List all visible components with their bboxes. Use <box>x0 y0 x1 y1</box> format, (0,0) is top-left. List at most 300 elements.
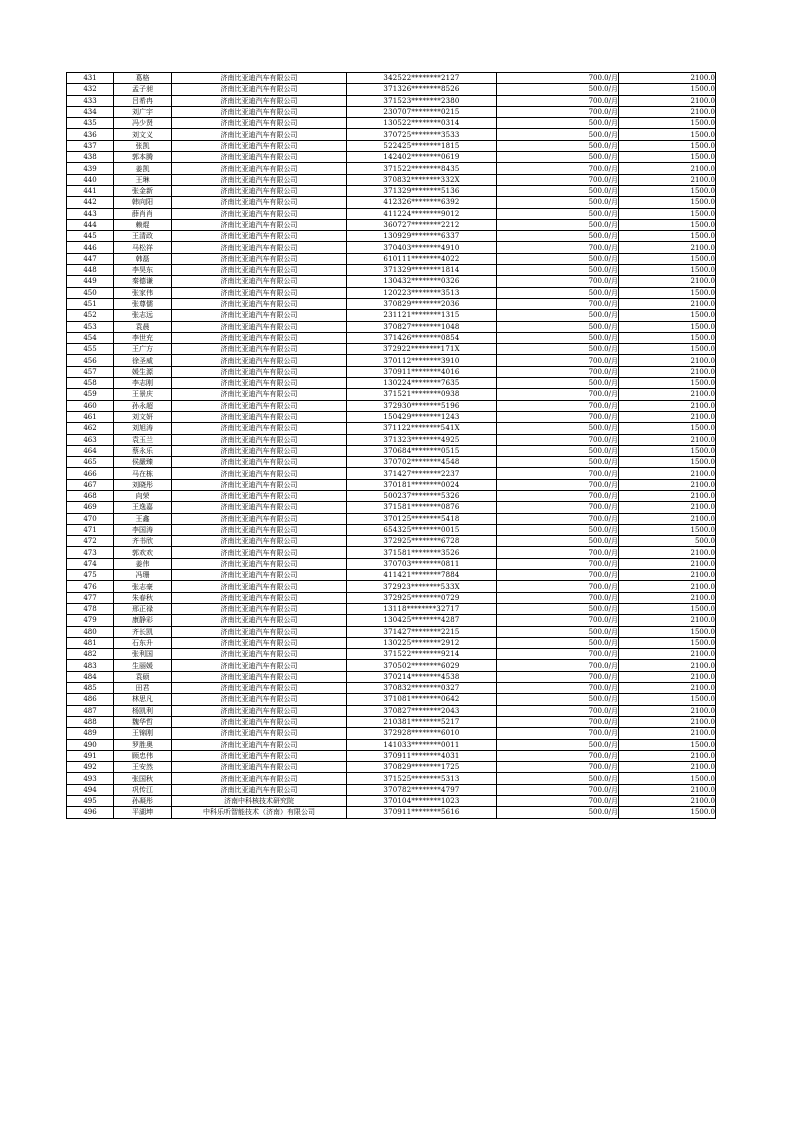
row-number-cell: 492 <box>67 762 114 773</box>
id-number-cell: 370502********6029 <box>347 660 497 671</box>
company-name-cell: 济南比亚迪汽车有限公司 <box>172 400 347 411</box>
subsidy-standard-cell: 700.0/月 <box>497 95 619 106</box>
subsidy-amount-cell: 2100.0 <box>619 400 716 411</box>
row-number-cell: 466 <box>67 468 114 479</box>
subsidy-amount-cell: 1500.0 <box>619 739 716 750</box>
table-row <box>67 784 716 795</box>
person-name-cell: 张家伟 <box>114 287 172 298</box>
row-number-cell: 495 <box>67 796 114 807</box>
row-number-cell: 479 <box>67 615 114 626</box>
subsidy-amount-cell: 2100.0 <box>619 581 716 592</box>
table-row <box>67 728 716 739</box>
table-row <box>67 152 716 163</box>
table-row <box>67 603 716 614</box>
table-row <box>67 332 716 343</box>
id-number-cell: 130224********7635 <box>347 378 497 389</box>
company-name-cell: 济南比亚迪汽车有限公司 <box>172 694 347 705</box>
id-number-cell: 610111********4022 <box>347 253 497 264</box>
id-number-cell: 370782********4797 <box>347 784 497 795</box>
subsidy-amount-cell: 2100.0 <box>619 660 716 671</box>
person-name-cell: 袁硕 <box>114 671 172 682</box>
table-row <box>67 219 716 230</box>
table-row <box>67 411 716 422</box>
id-number-cell: 370104********1023 <box>347 796 497 807</box>
id-number-cell: 230707********0215 <box>347 106 497 117</box>
person-name-cell: 冯珊 <box>114 570 172 581</box>
company-name-cell: 济南比亚迪汽车有限公司 <box>172 389 347 400</box>
row-number-cell: 494 <box>67 784 114 795</box>
subsidy-amount-cell: 2100.0 <box>619 513 716 524</box>
company-name-cell: 济南比亚迪汽车有限公司 <box>172 434 347 445</box>
company-name-cell: 济南比亚迪汽车有限公司 <box>172 140 347 151</box>
row-number-cell: 491 <box>67 750 114 761</box>
id-number-cell: 370827********2043 <box>347 705 497 716</box>
table-row <box>67 73 716 84</box>
subsidy-standard-cell: 700.0/月 <box>497 73 619 84</box>
person-name-cell: 袁玉兰 <box>114 434 172 445</box>
subsidy-amount-cell: 1500.0 <box>619 807 716 818</box>
company-name-cell: 济南比亚迪汽车有限公司 <box>172 649 347 660</box>
company-name-cell: 济南比亚迪汽车有限公司 <box>172 197 347 208</box>
id-number-cell: 370214********4538 <box>347 671 497 682</box>
row-number-cell: 472 <box>67 536 114 547</box>
subsidy-amount-cell: 2100.0 <box>619 434 716 445</box>
table-row <box>67 242 716 253</box>
table-row <box>67 253 716 264</box>
company-name-cell: 济南比亚迪汽车有限公司 <box>172 592 347 603</box>
row-number-cell: 493 <box>67 773 114 784</box>
subsidy-amount-cell: 1500.0 <box>619 445 716 456</box>
subsidy-standard-cell: 500.0/月 <box>497 129 619 140</box>
subsidy-amount-cell: 1500.0 <box>619 423 716 434</box>
id-number-cell: 500237********5326 <box>347 490 497 501</box>
row-number-cell: 480 <box>67 626 114 637</box>
row-number-cell: 477 <box>67 592 114 603</box>
id-number-cell: 370181********0024 <box>347 479 497 490</box>
subsidy-standard-cell: 500.0/月 <box>497 344 619 355</box>
id-number-cell: 371329********5136 <box>347 185 497 196</box>
company-name-cell: 济南比亚迪汽车有限公司 <box>172 231 347 242</box>
row-number-cell: 487 <box>67 705 114 716</box>
company-name-cell: 济南比亚迪汽车有限公司 <box>172 287 347 298</box>
row-number-cell: 447 <box>67 253 114 264</box>
row-number-cell: 474 <box>67 558 114 569</box>
subsidy-standard-cell: 500.0/月 <box>497 84 619 95</box>
id-number-cell: 371521********0938 <box>347 389 497 400</box>
person-name-cell: 赖焜 <box>114 219 172 230</box>
company-name-cell: 济南比亚迪汽车有限公司 <box>172 73 347 84</box>
subsidy-standard-cell: 500.0/月 <box>497 310 619 321</box>
subsidy-standard-cell: 700.0/月 <box>497 479 619 490</box>
row-number-cell: 470 <box>67 513 114 524</box>
person-name-cell: 向荣 <box>114 490 172 501</box>
id-number-cell: 370827********1048 <box>347 321 497 332</box>
id-number-cell: 231121********1315 <box>347 310 497 321</box>
table-row <box>67 524 716 535</box>
row-number-cell: 465 <box>67 457 114 468</box>
subsidy-amount-cell: 1500.0 <box>619 310 716 321</box>
person-name-cell: 侯嚴臻 <box>114 457 172 468</box>
subsidy-amount-cell: 2100.0 <box>619 298 716 309</box>
person-name-cell: 张凯 <box>114 140 172 151</box>
subsidy-standard-cell: 700.0/月 <box>497 468 619 479</box>
table-row <box>67 615 716 626</box>
subsidy-amount-cell: 1500.0 <box>619 84 716 95</box>
id-number-cell: 120223********3513 <box>347 287 497 298</box>
id-number-cell: 371329********1814 <box>347 265 497 276</box>
subsidy-standard-cell: 700.0/月 <box>497 490 619 501</box>
person-name-cell: 罗胜奥 <box>114 739 172 750</box>
person-name-cell: 郭本腾 <box>114 152 172 163</box>
person-name-cell: 刘文义 <box>114 129 172 140</box>
company-name-cell: 济南比亚迪汽车有限公司 <box>172 152 347 163</box>
company-name-cell: 济南比亚迪汽车有限公司 <box>172 626 347 637</box>
subsidy-standard-cell: 500.0/月 <box>497 140 619 151</box>
person-name-cell: 生丽媛 <box>114 660 172 671</box>
row-number-cell: 496 <box>67 807 114 818</box>
row-number-cell: 462 <box>67 423 114 434</box>
id-number-cell: 130225********2912 <box>347 637 497 648</box>
person-name-cell: 袁晨 <box>114 321 172 332</box>
id-number-cell: 371522********9214 <box>347 649 497 660</box>
id-number-cell: 371522********8435 <box>347 163 497 174</box>
table-row <box>67 400 716 411</box>
subsidy-amount-cell: 2100.0 <box>619 479 716 490</box>
person-name-cell: 张志远 <box>114 310 172 321</box>
row-number-cell: 468 <box>67 490 114 501</box>
company-name-cell: 济南比亚迪汽车有限公司 <box>172 558 347 569</box>
table-row <box>67 208 716 219</box>
person-name-cell: 张志豪 <box>114 581 172 592</box>
table-row <box>67 502 716 513</box>
company-name-cell: 济南比亚迪汽车有限公司 <box>172 479 347 490</box>
subsidy-standard-cell: 700.0/月 <box>497 784 619 795</box>
subsidy-standard-cell: 500.0/月 <box>497 118 619 129</box>
company-name-cell: 济南比亚迪汽车有限公司 <box>172 423 347 434</box>
row-number-cell: 446 <box>67 242 114 253</box>
company-name-cell: 济南比亚迪汽车有限公司 <box>172 502 347 513</box>
subsidy-amount-cell: 2100.0 <box>619 490 716 501</box>
subsidy-amount-cell: 1500.0 <box>619 219 716 230</box>
subsidy-standard-cell: 500.0/月 <box>497 603 619 614</box>
subsidy-standard-cell: 700.0/月 <box>497 762 619 773</box>
subsidy-standard-cell: 500.0/月 <box>497 637 619 648</box>
subsidy-standard-cell: 500.0/月 <box>497 152 619 163</box>
company-name-cell: 济南比亚迪汽车有限公司 <box>172 683 347 694</box>
person-name-cell: 王锦刚 <box>114 728 172 739</box>
row-number-cell: 443 <box>67 208 114 219</box>
subsidy-amount-cell: 2100.0 <box>619 750 716 761</box>
table-row <box>67 366 716 377</box>
person-name-cell: 张利国 <box>114 649 172 660</box>
table-row <box>67 457 716 468</box>
subsidy-amount-cell: 1500.0 <box>619 524 716 535</box>
subsidy-amount-cell: 1500.0 <box>619 321 716 332</box>
person-name-cell: 张尊儒 <box>114 298 172 309</box>
subsidy-standard-cell: 500.0/月 <box>497 423 619 434</box>
subsidy-standard-cell: 700.0/月 <box>497 366 619 377</box>
table-row <box>67 310 716 321</box>
company-name-cell: 济南比亚迪汽车有限公司 <box>172 219 347 230</box>
row-number-cell: 439 <box>67 163 114 174</box>
table-row <box>67 344 716 355</box>
subsidy-standard-cell: 700.0/月 <box>497 400 619 411</box>
person-name-cell: 刘文妍 <box>114 411 172 422</box>
id-number-cell: 370911********4031 <box>347 750 497 761</box>
company-name-cell: 济南比亚迪汽车有限公司 <box>172 468 347 479</box>
table-row <box>67 570 716 581</box>
subsidy-amount-cell: 2100.0 <box>619 163 716 174</box>
id-number-cell: 371122********541X <box>347 423 497 434</box>
table-row <box>67 265 716 276</box>
id-number-cell: 370832********332X <box>347 174 497 185</box>
table-row <box>67 298 716 309</box>
subsidy-standard-cell: 700.0/月 <box>497 592 619 603</box>
person-name-cell: 马在栋 <box>114 468 172 479</box>
row-number-cell: 453 <box>67 321 114 332</box>
company-name-cell: 济南比亚迪汽车有限公司 <box>172 581 347 592</box>
row-number-cell: 454 <box>67 332 114 343</box>
subsidy-standard-cell: 500.0/月 <box>497 265 619 276</box>
company-name-cell: 济南比亚迪汽车有限公司 <box>172 208 347 219</box>
person-name-cell: 孙永超 <box>114 400 172 411</box>
person-name-cell: 朱春秋 <box>114 592 172 603</box>
id-number-cell: 371081********0642 <box>347 694 497 705</box>
person-name-cell: 杨凯利 <box>114 705 172 716</box>
row-number-cell: 464 <box>67 445 114 456</box>
table-row <box>67 140 716 151</box>
person-name-cell: 王逸嘉 <box>114 502 172 513</box>
id-number-cell: 370702********4548 <box>347 457 497 468</box>
row-number-cell: 482 <box>67 649 114 660</box>
id-number-cell: 371523********2380 <box>347 95 497 106</box>
company-name-cell: 济南比亚迪汽车有限公司 <box>172 129 347 140</box>
subsidy-amount-cell: 2100.0 <box>619 547 716 558</box>
row-number-cell: 463 <box>67 434 114 445</box>
person-name-cell: 李国涛 <box>114 524 172 535</box>
row-number-cell: 440 <box>67 174 114 185</box>
subsidy-standard-cell: 700.0/月 <box>497 660 619 671</box>
company-name-cell: 济南比亚迪汽车有限公司 <box>172 570 347 581</box>
company-name-cell: 济南比亚迪汽车有限公司 <box>172 84 347 95</box>
subsidy-standard-cell: 500.0/月 <box>497 321 619 332</box>
subsidy-standard-cell: 500.0/月 <box>497 219 619 230</box>
id-number-cell: 371525********5313 <box>347 773 497 784</box>
subsidy-amount-cell: 2100.0 <box>619 174 716 185</box>
subsidy-amount-cell: 2100.0 <box>619 705 716 716</box>
person-name-cell: 王安然 <box>114 762 172 773</box>
row-number-cell: 449 <box>67 276 114 287</box>
person-name-cell: 李世充 <box>114 332 172 343</box>
subsidy-amount-cell: 2100.0 <box>619 276 716 287</box>
id-number-cell: 522425********1815 <box>347 140 497 151</box>
row-number-cell: 471 <box>67 524 114 535</box>
subsidy-list-table <box>66 72 716 819</box>
subsidy-standard-cell: 500.0/月 <box>497 536 619 547</box>
id-number-cell: 371581********3526 <box>347 547 497 558</box>
subsidy-amount-cell: 1500.0 <box>619 265 716 276</box>
subsidy-standard-cell: 700.0/月 <box>497 298 619 309</box>
id-number-cell: 342522********2127 <box>347 73 497 84</box>
subsidy-amount-cell: 1500.0 <box>619 185 716 196</box>
table-row <box>67 163 716 174</box>
person-name-cell: 刘旭涛 <box>114 423 172 434</box>
id-number-cell: 372930********5196 <box>347 400 497 411</box>
row-number-cell: 467 <box>67 479 114 490</box>
id-number-cell: 370703********0811 <box>347 558 497 569</box>
subsidy-amount-cell: 2100.0 <box>619 411 716 422</box>
row-number-cell: 473 <box>67 547 114 558</box>
table-row <box>67 84 716 95</box>
subsidy-standard-cell: 700.0/月 <box>497 163 619 174</box>
table-row <box>67 174 716 185</box>
id-number-cell: 130522********0314 <box>347 118 497 129</box>
person-name-cell: 韩向阳 <box>114 197 172 208</box>
table-row <box>67 649 716 660</box>
subsidy-amount-cell: 1500.0 <box>619 152 716 163</box>
row-number-cell: 445 <box>67 231 114 242</box>
subsidy-amount-cell: 2100.0 <box>619 784 716 795</box>
company-name-cell: 济南比亚迪汽车有限公司 <box>172 106 347 117</box>
table-row <box>67 660 716 671</box>
id-number-cell: 371426********0854 <box>347 332 497 343</box>
row-number-cell: 456 <box>67 355 114 366</box>
company-name-cell: 济南比亚迪汽车有限公司 <box>172 457 347 468</box>
subsidy-standard-cell: 500.0/月 <box>497 185 619 196</box>
row-number-cell: 469 <box>67 502 114 513</box>
id-number-cell: 370725********3533 <box>347 129 497 140</box>
subsidy-standard-cell: 700.0/月 <box>497 581 619 592</box>
person-name-cell: 齐书欣 <box>114 536 172 547</box>
subsidy-amount-cell: 1500.0 <box>619 208 716 219</box>
table-row <box>67 287 716 298</box>
subsidy-standard-cell: 700.0/月 <box>497 728 619 739</box>
company-name-cell: 济南比亚迪汽车有限公司 <box>172 637 347 648</box>
person-name-cell: 李昊东 <box>114 265 172 276</box>
subsidy-standard-cell: 500.0/月 <box>497 378 619 389</box>
company-name-cell: 济南比亚迪汽车有限公司 <box>172 95 347 106</box>
person-name-cell: 魏华哲 <box>114 716 172 727</box>
table-row <box>67 558 716 569</box>
subsidy-amount-cell: 1500.0 <box>619 694 716 705</box>
subsidy-amount-cell: 2100.0 <box>619 728 716 739</box>
table-row <box>67 513 716 524</box>
row-number-cell: 481 <box>67 637 114 648</box>
person-name-cell: 林思凡 <box>114 694 172 705</box>
subsidy-standard-cell: 700.0/月 <box>497 276 619 287</box>
id-number-cell: 372928********6010 <box>347 728 497 739</box>
person-name-cell: 石东升 <box>114 637 172 648</box>
row-number-cell: 441 <box>67 185 114 196</box>
person-name-cell: 巩传江 <box>114 784 172 795</box>
person-name-cell: 吕希冉 <box>114 95 172 106</box>
subsidy-standard-cell: 700.0/月 <box>497 513 619 524</box>
subsidy-standard-cell: 500.0/月 <box>497 287 619 298</box>
company-name-cell: 济南比亚迪汽车有限公司 <box>172 276 347 287</box>
subsidy-standard-cell: 700.0/月 <box>497 683 619 694</box>
subsidy-amount-cell: 2100.0 <box>619 366 716 377</box>
subsidy-amount-cell: 1500.0 <box>619 118 716 129</box>
person-name-cell: 王景庆 <box>114 389 172 400</box>
row-number-cell: 459 <box>67 389 114 400</box>
subsidy-amount-cell: 2100.0 <box>619 716 716 727</box>
company-name-cell: 济南比亚迪汽车有限公司 <box>172 163 347 174</box>
id-number-cell: 210381********5217 <box>347 716 497 727</box>
subsidy-amount-cell: 1500.0 <box>619 287 716 298</box>
subsidy-standard-cell: 700.0/月 <box>497 242 619 253</box>
row-number-cell: 435 <box>67 118 114 129</box>
subsidy-amount-cell: 1500.0 <box>619 197 716 208</box>
company-name-cell: 济南比亚迪汽车有限公司 <box>172 750 347 761</box>
id-number-cell: 370403********4910 <box>347 242 497 253</box>
id-number-cell: 370832********0327 <box>347 683 497 694</box>
subsidy-standard-cell: 700.0/月 <box>497 716 619 727</box>
subsidy-standard-cell: 700.0/月 <box>497 671 619 682</box>
person-name-cell: 韩磊 <box>114 253 172 264</box>
subsidy-amount-cell: 1500.0 <box>619 626 716 637</box>
row-number-cell: 438 <box>67 152 114 163</box>
subsidy-standard-cell: 700.0/月 <box>497 615 619 626</box>
row-number-cell: 450 <box>67 287 114 298</box>
id-number-cell: 142402********0619 <box>347 152 497 163</box>
subsidy-standard-cell: 500.0/月 <box>497 231 619 242</box>
table-row <box>67 321 716 332</box>
table-row <box>67 705 716 716</box>
subsidy-amount-cell: 1500.0 <box>619 140 716 151</box>
subsidy-standard-cell: 500.0/月 <box>497 197 619 208</box>
table-row <box>67 276 716 287</box>
id-number-cell: 130929********6337 <box>347 231 497 242</box>
id-number-cell: 141033********0011 <box>347 739 497 750</box>
subsidy-amount-cell: 2100.0 <box>619 683 716 694</box>
person-name-cell: 郭欢欢 <box>114 547 172 558</box>
row-number-cell: 434 <box>67 106 114 117</box>
id-number-cell: 411421********7884 <box>347 570 497 581</box>
row-number-cell: 451 <box>67 298 114 309</box>
company-name-cell: 济南比亚迪汽车有限公司 <box>172 705 347 716</box>
subsidy-amount-cell: 1500.0 <box>619 332 716 343</box>
table-row <box>67 773 716 784</box>
id-number-cell: 130432********0326 <box>347 276 497 287</box>
person-name-cell: 邢正禄 <box>114 603 172 614</box>
id-number-cell: 371326********8526 <box>347 84 497 95</box>
table-row <box>67 185 716 196</box>
company-name-cell: 济南比亚迪汽车有限公司 <box>172 378 347 389</box>
subsidy-standard-cell: 500.0/月 <box>497 773 619 784</box>
subsidy-standard-cell: 500.0/月 <box>497 253 619 264</box>
table-body <box>67 73 716 819</box>
row-number-cell: 484 <box>67 671 114 682</box>
id-number-cell: 370829********1725 <box>347 762 497 773</box>
table-row <box>67 106 716 117</box>
table-row <box>67 95 716 106</box>
table-row <box>67 445 716 456</box>
person-name-cell: 张金新 <box>114 185 172 196</box>
subsidy-amount-cell: 1500.0 <box>619 253 716 264</box>
subsidy-amount-cell: 2100.0 <box>619 570 716 581</box>
person-name-cell: 葛格 <box>114 73 172 84</box>
subsidy-amount-cell: 2100.0 <box>619 106 716 117</box>
id-number-cell: 371427********2237 <box>347 468 497 479</box>
subsidy-amount-cell: 1500.0 <box>619 231 716 242</box>
table-row <box>67 716 716 727</box>
company-name-cell: 济南比亚迪汽车有限公司 <box>172 784 347 795</box>
person-name-cell: 田君 <box>114 683 172 694</box>
subsidy-amount-cell: 2100.0 <box>619 242 716 253</box>
company-name-cell: 济南比亚迪汽车有限公司 <box>172 728 347 739</box>
subsidy-standard-cell: 500.0/月 <box>497 208 619 219</box>
company-name-cell: 济南比亚迪汽车有限公司 <box>172 185 347 196</box>
